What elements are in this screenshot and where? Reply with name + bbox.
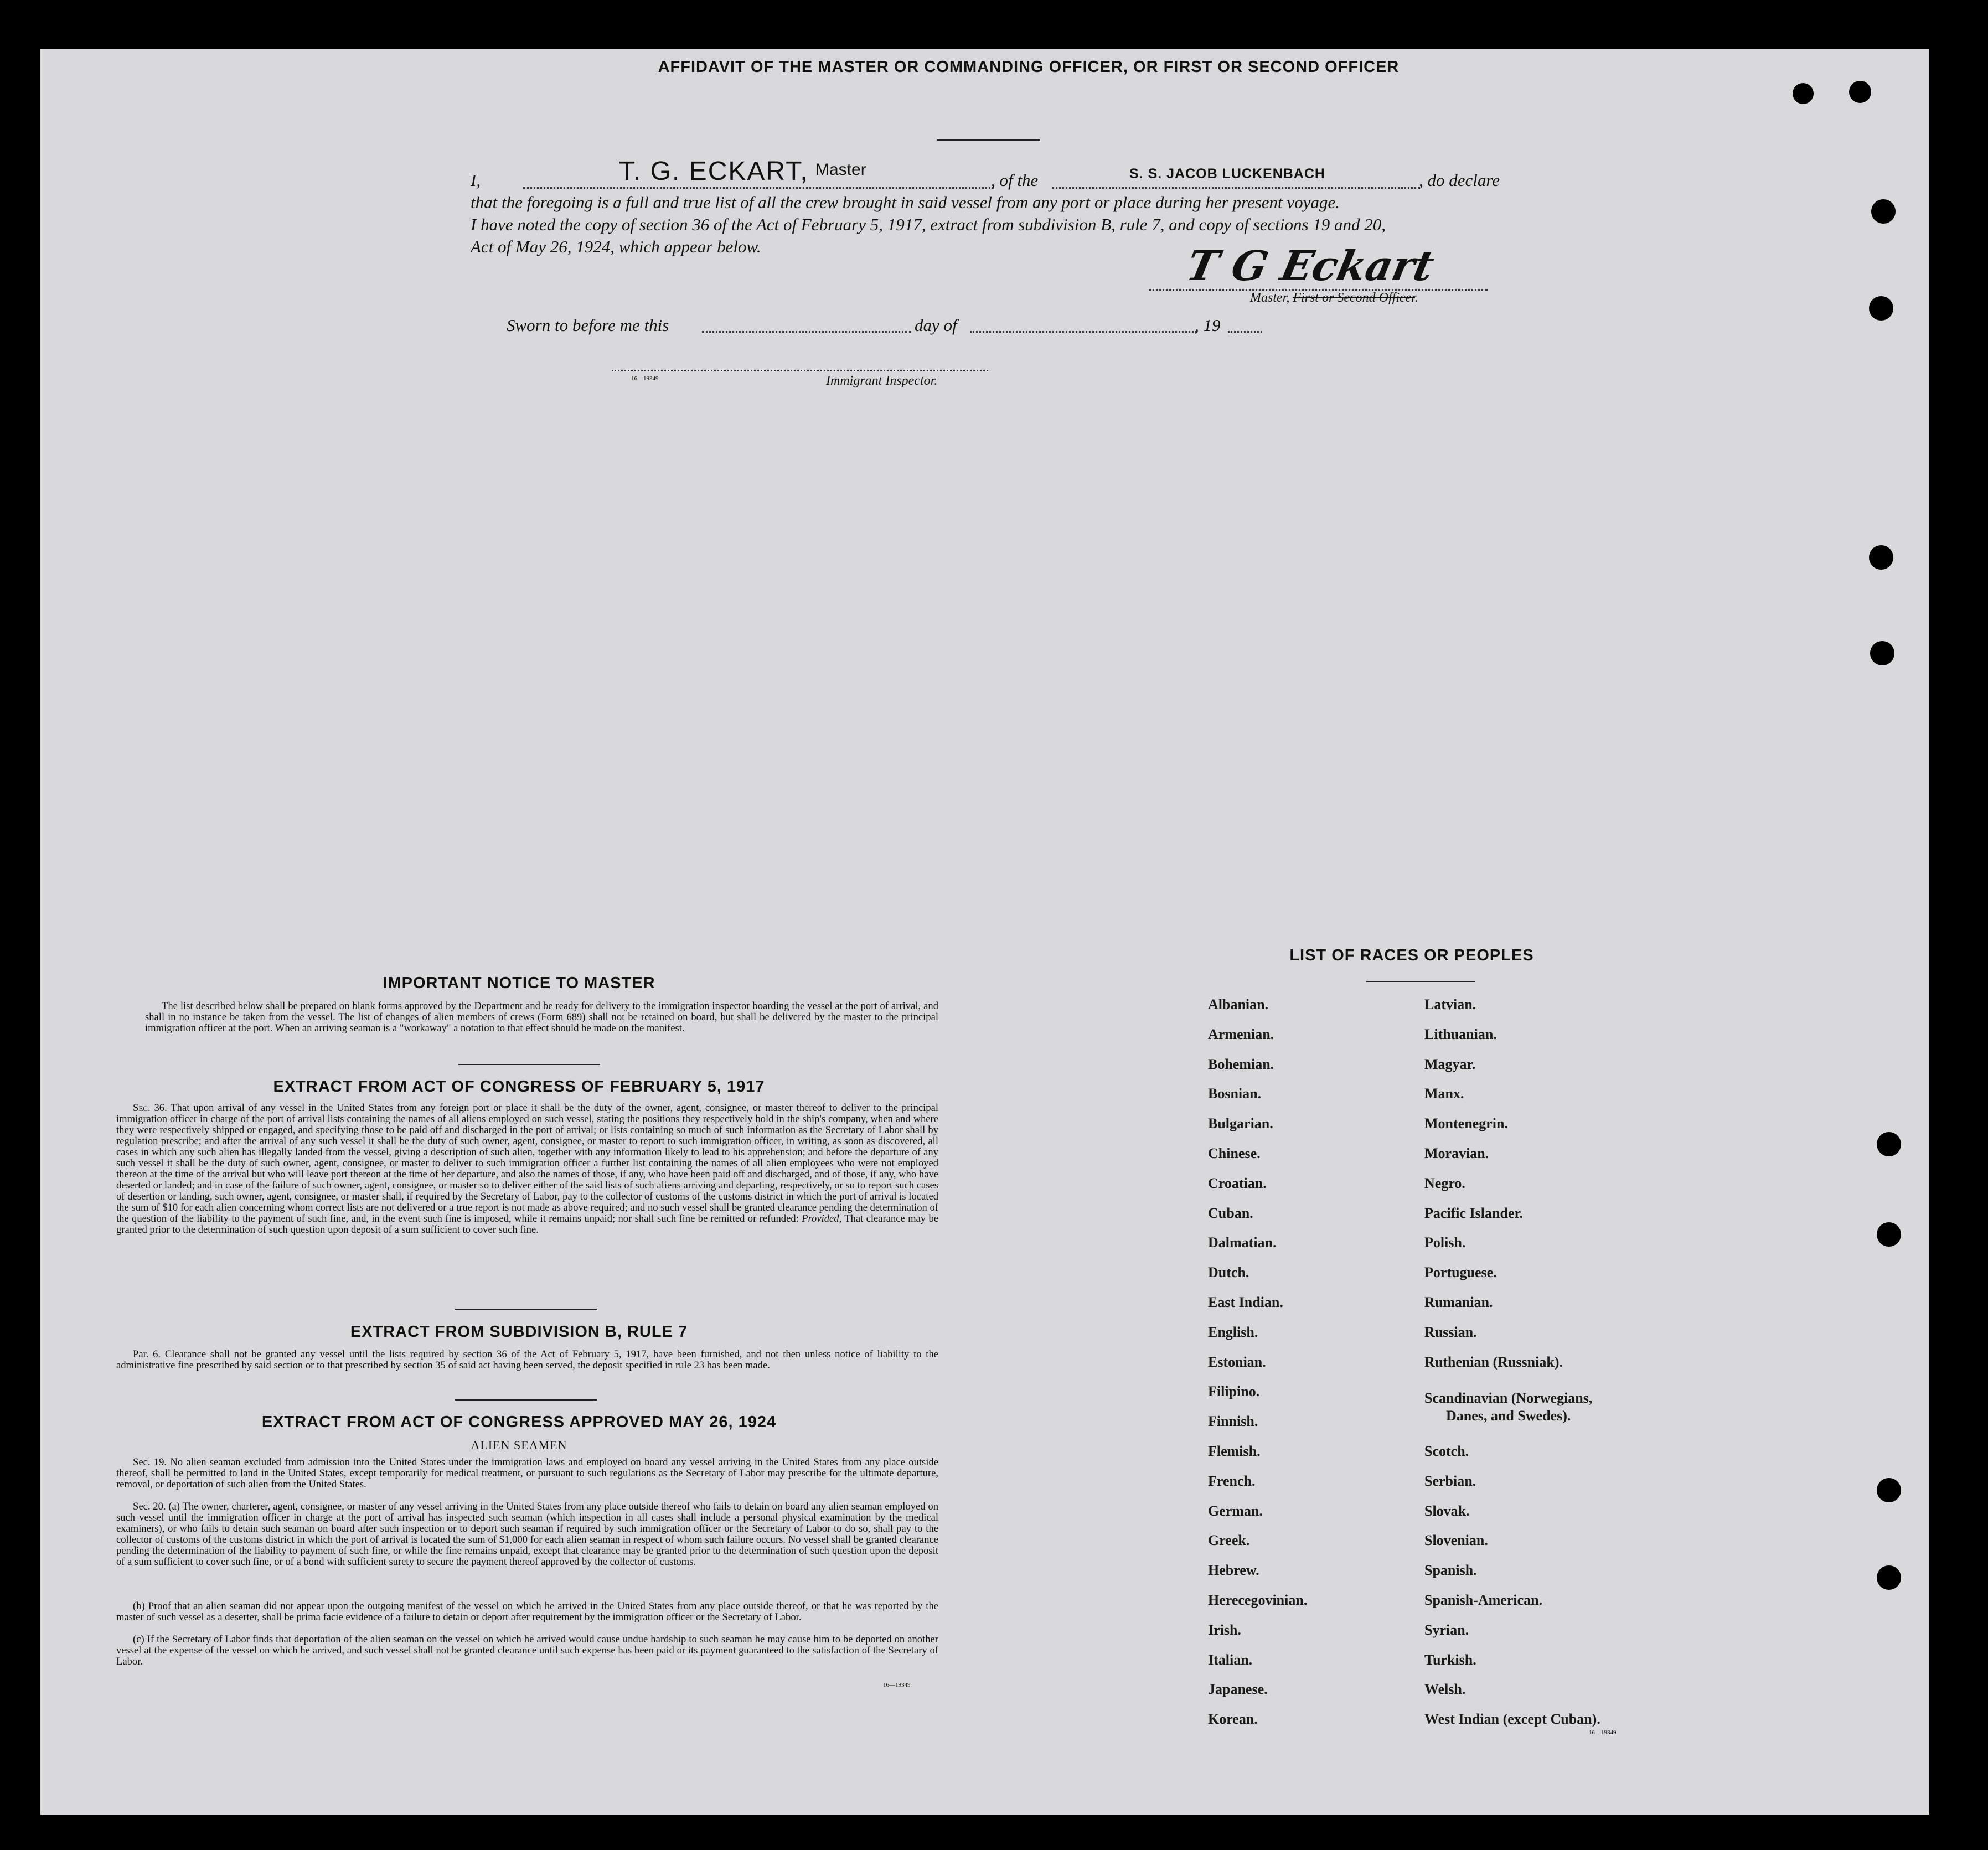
caption-master: Master, (1250, 291, 1290, 305)
sec20a-label: Sec. 20. (a) (133, 1501, 180, 1512)
sec36-label: Sec. 36. (133, 1102, 167, 1114)
race-item: Ruthenian (Russniak). (1424, 1353, 1563, 1370)
race-item: Spanish-American. (1424, 1592, 1543, 1608)
inspector-label: Immigrant Inspector. (826, 374, 938, 388)
form-number-top: 16—19349 (631, 375, 659, 382)
par6-label: Par. 6. (133, 1348, 161, 1360)
alien-seamen-subtitle: ALIEN SEAMEN (471, 1438, 567, 1452)
race-item: Japanese. (1208, 1681, 1268, 1698)
race-item: Korean. (1208, 1711, 1258, 1728)
sec20b-label: (b) (133, 1600, 145, 1612)
master-name: T. G. ECKART, (619, 157, 809, 186)
sec20c-body: If the Secretary of Labor finds that deportation of the alien seaman on the vessel on which he arrived would cause undue hardship to such seaman he may cause him to be deported on another vessel at the expense of the vessel on which he arrived, and such vessel shall not be granted clearance until such expense has been paid or its payment guaranteed to the satisfaction of the Secretary of Labor. (116, 1634, 939, 1667)
sec36-body: That upon arrival of any vessel in the United States from any foreign port or place it shall be the duty of the owner, agent, consignee, or master thereof to deliver to the principal immigration officer in charge of the port of arrival lists containing the names of all aliens employed on such vessel, stating the positions they respectively hold in the ship's company, when and where they were respectively shipped or engaged, and specifying those to be paid off and discharged in the port of arrival; or lists containing so much of such information as the Secretary of Labor shall by regulation prescribe; and after the arrival of any such vessel it shall be the duty of such owner, agent, consignee, or master to report to such immigration officer, in writing, as soon as discovered, all cases in which any such alien has illegally landed from the vessel, giving a description of such alien, together with any information likely to lead to his apprehension; and before the departure of any such vessel it shall be the duty of such owner, agent, consignee, or master to deliver to such immigration officer a further list containing the names of all alien employees who were not employed thereon at the time of the arrival but who will leave port thereon at the time of her departure, and also the names of those, if any, who have been paid off and discharged, and of those, if any, who have deserted or landed; and in case of the failure of such owner, agent, consignee, or master so to deliver either of the said lists of such aliens arriving and departing, respectively, or so to report such cases of desertion or landing, such owner, agent, consignee, or master shall, if required by the Secretary of Labor, pay to the collector of customs of the customs district in which the port of arrival is located the sum of $10 for each alien concerning whom correct lists are not delivered or a true report is not made as above required; and no such vessel shall be granted clearance pending the determination of the question of the liability to the payment of such fine, and, in the event such fine is imposed, while it remains unpaid; nor shall such fine be remitted or refunded: (116, 1102, 938, 1224)
race-item: East Indian. (1208, 1294, 1283, 1310)
divider (458, 1064, 600, 1065)
affidavit-line-3: I have noted the copy of section 36 of the Act of February 5, 1917, extract from subdivision B, rule 7, and copy of sections 19 and 20, (471, 215, 1386, 234)
race-item: Hebrew. (1208, 1562, 1259, 1579)
sec19-body: No alien seaman excluded from admission into the United States under the immigration laws and employed on board any vessel arriving in the United States from any place outside thereof, shall be permitted to land in the United States, except temporarily for medical treatment, or pursuant to such regulations as the Secretary of Labor may prescribe for the ultimate departure, removal, or deportation of such alien from the United States. (116, 1456, 938, 1490)
race-item: Serbian. (1424, 1472, 1476, 1489)
form-number-right: 16—19349 (1589, 1729, 1617, 1736)
race-item: Chinese. (1208, 1145, 1261, 1161)
punch-hole (1849, 81, 1871, 103)
sec20b-body: Proof that an alien seaman did not appear upon the outgoing manifest of the vessel on which he arrived in the United States from any place outside thereof, or that he was reported by the master of such vessel as a deserter, shall be prima facie evidence of a failure to detain or deport after requirement by the immigration officer or the Secretary of Labor. (116, 1600, 938, 1623)
race-item: Manx. (1424, 1086, 1464, 1102)
race-item: Moravian. (1424, 1145, 1489, 1161)
sec20b-text (116, 1601, 938, 1623)
sworn-prefix: Sworn to before me this (507, 316, 669, 335)
punch-hole (1871, 199, 1896, 224)
master-name-line (523, 187, 994, 189)
races-title: LIST OF RACES OR PEOPLES (1289, 947, 1534, 964)
race-item: Irish. (1208, 1621, 1241, 1638)
race-item: Turkish. (1424, 1651, 1476, 1668)
race-item: Negro. (1424, 1175, 1465, 1191)
notice-text (145, 1001, 938, 1034)
divider (455, 1309, 597, 1310)
sec20c-label: (c) (133, 1634, 144, 1645)
race-item: Greek. (1208, 1532, 1250, 1549)
sec20a-body: The owner, charterer, agent, consignee, or master of any vessel arriving in the United States from any place outside thereof who fails to detain on board any alien seaman employed on such vessel until the immigration officer in charge at the port of arrival has inspected such seaman (which inspection in all cases shall include a personal physical examination by the medical examiners), or who fails to detain such seaman on board after such inspection or to deport such seaman if required by such immigration officer or the Secretary of Labor to do so, shall pay to the collector of customs of the customs district in which the port of arrival is located the sum of $1,000 for each alien seaman in respect of whom such failure occurs. No vessel shall be granted clearance pending the determination of the liability to payment of such fine, or while the fine remains unpaid, except that clearance may be granted prior to the determination of such question upon the deposit of a sum sufficient to cover such fine, or of a bond with sufficient surety to secure the payment thereof approved by the collector of customs. (116, 1501, 939, 1568)
race-item: Spanish. (1424, 1562, 1477, 1579)
race-item: German. (1208, 1502, 1263, 1519)
race-item: Slovenian. (1424, 1532, 1488, 1549)
race-item: Bulgarian. (1208, 1115, 1273, 1132)
affidavit-line-2: that the foregoing is a full and true list of all the crew brought in said vessel from any port or place during her present voyage. (471, 193, 1340, 212)
caption-struck-officer: First or Second Officer (1293, 291, 1415, 305)
extract-1917-text (116, 1103, 938, 1236)
race-item: Welsh. (1424, 1681, 1466, 1698)
master-label: Master (815, 161, 866, 179)
race-item: Dalmatian. (1208, 1234, 1277, 1251)
race-item: Estonian. (1208, 1353, 1266, 1370)
extract-1924-title: EXTRACT FROM ACT OF CONGRESS APPROVED MAY 26, 1924 (261, 1413, 777, 1431)
race-item: Italian. (1208, 1651, 1253, 1668)
punch-hole (1869, 545, 1893, 570)
notice-title: IMPORTANT NOTICE TO MASTER (383, 974, 655, 992)
race-item: Flemish. (1208, 1443, 1261, 1459)
sworn-day-of: day of (915, 316, 957, 335)
affidavit-i: I, (471, 170, 481, 190)
do-declare-label: , do declare (1419, 170, 1500, 190)
race-item: Lithuanian. (1424, 1026, 1497, 1042)
race-item: Russian. (1424, 1324, 1477, 1340)
race-item: Finnish. (1208, 1413, 1258, 1430)
race-item: Bohemian. (1208, 1056, 1274, 1072)
race-item: Cuban. (1208, 1205, 1253, 1221)
race-item: Latvian. (1424, 996, 1476, 1012)
race-item: French. (1208, 1472, 1256, 1489)
race-item: Herecegovinian. (1208, 1592, 1308, 1608)
proviso-body: That clearance may be granted prior to the determination of such question upon deposit of a sum sufficient to cover such fine. (116, 1213, 938, 1236)
race-item: Bosnian. (1208, 1086, 1262, 1102)
divider (1366, 981, 1475, 982)
race-item: Magyar. (1424, 1056, 1476, 1072)
par6-body: Clearance shall not be granted any vessel until the lists required by section 36 of the Act of February 5, 1917, have been furnished, and not then unless notice of liability to the administrative fine prescribed by said section or to that prescribed by section 35 of said act having been served, the deposit specified in rule 23 has been made. (116, 1348, 938, 1371)
punch-hole (1870, 641, 1894, 665)
race-item: Filipino. (1208, 1383, 1260, 1400)
caption-end: . (1414, 291, 1418, 305)
master-signature: T G Eckart (1182, 242, 1438, 290)
affidavit-title: AFFIDAVIT OF THE MASTER OR COMMANDING OFFICER, OR FIRST OR SECOND OFFICER (658, 58, 1400, 76)
sworn-year: , 19 (1195, 316, 1221, 335)
race-item: Syrian. (1424, 1621, 1469, 1638)
race-item: Slovak. (1424, 1502, 1470, 1519)
title-divider (937, 139, 1040, 141)
race-item: Pacific Islander. (1424, 1205, 1524, 1221)
punch-hole (1877, 1478, 1901, 1502)
punch-hole (1877, 1132, 1901, 1156)
race-item: Danes, and Swedes). (1446, 1408, 1571, 1424)
extract-1917-title: EXTRACT FROM ACT OF CONGRESS OF FEBRUARY 5, 1917 (273, 1078, 765, 1095)
race-item: Polish. (1424, 1234, 1466, 1251)
sec19-label: Sec. 19. (133, 1456, 167, 1468)
punch-hole (1877, 1565, 1901, 1590)
punch-hole (1877, 1222, 1901, 1247)
divider (455, 1399, 597, 1401)
sec20c-text (116, 1634, 938, 1667)
punch-hole (1869, 296, 1893, 321)
race-item: West Indian (except Cuban). (1424, 1711, 1600, 1728)
race-item: Albanian. (1208, 996, 1269, 1012)
of-the-label: , of the (991, 170, 1039, 190)
vessel-name-stamp: S. S. JACOB LUCKENBACH (1129, 166, 1325, 182)
race-item: Dutch. (1208, 1264, 1249, 1281)
punch-hole (1793, 83, 1814, 104)
race-item: Scotch. (1424, 1443, 1469, 1459)
affidavit-line-4: Act of May 26, 1924, which appear below. (471, 237, 761, 256)
race-item: Portuguese. (1424, 1264, 1497, 1281)
race-item: Montenegrin. (1424, 1115, 1508, 1132)
sec19-text (116, 1457, 938, 1490)
notice-body: The list described below shall be prepared on blank forms approved by the Department and be ready for delivery to the immigration inspector boarding the vessel at the port of arrival, and shall in no instance be taken from the vessel. The list of changes of alien members of crews (Form 689) shall not be retained on board, but shall be delivered by the master to the principal immigration officer at the port. When an arriving seaman is a "workaway" a notation to that effect should be made on the manifest. (145, 1000, 938, 1034)
sworn-day-line (702, 331, 911, 333)
sworn-month-line (970, 331, 1197, 333)
race-item: Scandinavian (Norwegians, (1424, 1390, 1593, 1407)
rule7-title: EXTRACT FROM SUBDIVISION B, RULE 7 (350, 1323, 688, 1341)
form-number-left: 16—19349 (883, 1682, 911, 1688)
inspector-line (612, 370, 988, 371)
race-item: Croatian. (1208, 1175, 1267, 1191)
race-item: Armenian. (1208, 1026, 1274, 1042)
sworn-year-line (1228, 331, 1262, 333)
proviso-label: Provided, (802, 1213, 842, 1224)
sec20a-text (116, 1501, 938, 1568)
race-item: Rumanian. (1424, 1294, 1493, 1310)
vessel-name-line (1052, 187, 1420, 189)
race-item: English. (1208, 1324, 1258, 1340)
rule7-text (116, 1349, 938, 1371)
signature-caption (1250, 291, 1418, 306)
